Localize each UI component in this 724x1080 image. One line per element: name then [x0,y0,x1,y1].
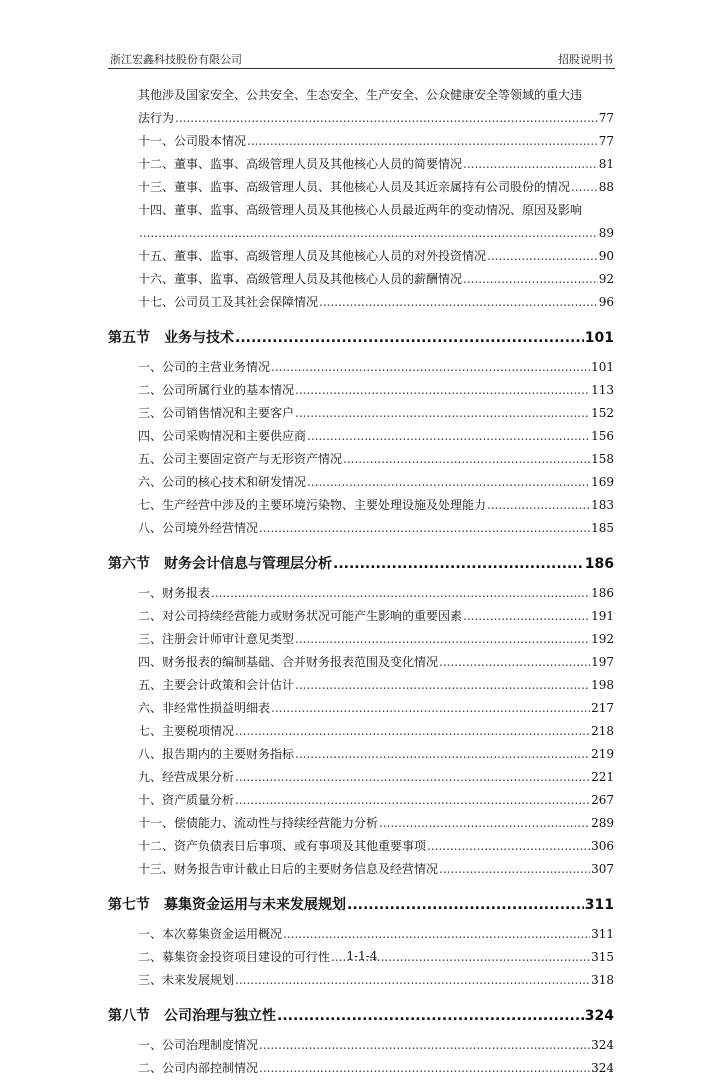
toc-entry[interactable] [108,425,614,448]
toc-entry[interactable] [108,720,614,743]
toc-entry-continued-line1 [108,84,614,107]
toc-page-number: 152 [591,406,614,420]
section-page-number: 101 [584,330,614,346]
toc-page-number: 185 [591,521,614,535]
dot-leader [347,893,584,917]
toc-entry[interactable] [108,1034,614,1057]
toc-entry-text: 二、公司内部控制情况 [138,1061,259,1075]
dot-leader [379,812,590,835]
dot-leader [295,379,590,402]
section-number: 第六节 [108,556,150,572]
section-title: 财务会计信息与管理层分析 [164,556,332,572]
toc-page-number: 81 [598,157,614,171]
toc-entry-text: 七、生产经营中涉及的主要环境污染物、主要处理设施及处理能力 [138,498,487,512]
toc-page-number: 192 [591,632,614,646]
table-of-contents [108,84,614,1080]
document-type: 招股说明书 [558,53,613,66]
toc-entry[interactable] [108,517,614,540]
toc-entry-continued[interactable] [108,107,614,130]
toc-entry-text: 十二、董事、监事、高级管理人员及其他核心人员的简要情况 [138,157,463,171]
toc-page-number: 158 [591,452,614,466]
dot-leader [439,651,590,674]
toc-entry-text: 十四、董事、监事、高级管理人员及其他核心人员最近两年的变动情况、原因及影响 [138,203,583,217]
toc-page-number: 90 [598,249,614,263]
toc-page-number: 221 [591,770,614,784]
toc-page-number: 198 [591,678,614,692]
toc-entry-text: 一、本次募集资金运用概况 [138,927,283,941]
toc-entry[interactable] [108,789,614,812]
toc-entry[interactable] [108,176,614,199]
toc-page-number: 169 [591,475,614,489]
dot-leader [283,923,590,946]
toc-entry[interactable] [108,766,614,789]
toc-entry-text: 三、未来发展规划 [138,973,235,987]
dot-leader [235,969,590,992]
toc-entry-wrapped[interactable] [108,222,614,245]
toc-section-heading[interactable] [108,552,614,576]
dot-leader [571,176,598,199]
toc-entry[interactable] [108,379,614,402]
dot-leader [427,835,590,858]
toc-page-number: 191 [591,609,614,623]
toc-entry[interactable] [108,582,614,605]
toc-page-number: 307 [591,862,614,876]
toc-entry-text: 三、注册会计师审计意见类型 [138,632,295,646]
toc-page-number: 77 [598,111,614,125]
dot-leader [235,789,590,812]
toc-page-number: 318 [591,973,614,987]
dot-leader [463,268,598,291]
toc-entry-text: 其他涉及国家安全、公共安全、生态安全、生产安全、公众健康安全等领域的重大违 [138,88,583,102]
toc-entry-text: 十、资产质量分析 [138,793,235,807]
toc-entry[interactable] [108,153,614,176]
toc-entry[interactable] [108,130,614,153]
toc-entry[interactable] [108,651,614,674]
dot-leader [139,222,598,245]
toc-entry-text: 一、财务报表 [138,586,211,600]
toc-page-number: 218 [591,724,614,738]
toc-entry-text: 十六、董事、监事、高级管理人员及其他核心人员的薪酬情况 [138,272,463,286]
toc-entry-text: 八、报告期内的主要财务指标 [138,747,295,761]
toc-entry-text: 法行为 [138,111,175,125]
dot-leader [235,720,590,743]
toc-page-number: 217 [591,701,614,715]
page-number-footer: 1-1-4 [346,949,378,963]
dot-leader [439,858,590,881]
toc-entry-text: 十一、公司股本情况 [138,134,247,148]
toc-entry-wrapped-line1 [108,199,614,222]
toc-entry-text: 三、公司销售情况和主要客户 [138,406,295,420]
toc-entry-text: 十三、财务报告审计截止日后的主要财务信息及经营情况 [138,862,439,876]
toc-entry-text: 九、经营成果分析 [138,770,235,784]
toc-entry[interactable] [108,743,614,766]
toc-entry-text: 十二、资产负债表日后事项、或有事项及其他重要事项 [138,839,427,853]
dot-leader [211,582,590,605]
section-number: 第五节 [108,330,150,346]
toc-entry-text: 一、公司治理制度情况 [138,1038,259,1052]
toc-entry-text: 七、主要税项情况 [138,724,235,738]
dot-leader [295,743,590,766]
dot-leader [235,326,584,350]
section-title: 业务与技术 [164,330,234,346]
header-divider [108,68,615,69]
toc-entry[interactable] [108,812,614,835]
toc-page-number: 89 [598,226,614,240]
toc-entry[interactable] [108,245,614,268]
toc-page-number: 324 [591,1038,614,1052]
toc-entry[interactable] [108,402,614,425]
toc-page-number: 113 [591,383,614,397]
toc-entry[interactable] [108,697,614,720]
toc-page-number: 315 [591,950,614,964]
toc-entry-text: 四、财务报表的编制基础、合并财务报表范围及变化情况 [138,655,439,669]
toc-entry[interactable] [108,858,614,881]
dot-leader [487,494,590,517]
toc-entry[interactable] [108,268,614,291]
toc-entry-text: 五、主要会计政策和会计估计 [138,678,295,692]
toc-page-number: 219 [591,747,614,761]
toc-page-number: 311 [591,927,614,941]
dot-leader [277,1004,584,1028]
dot-leader [307,471,590,494]
dot-leader [271,356,590,379]
dot-leader [295,628,590,651]
toc-entry-text: 六、公司的核心技术和研发情况 [138,475,307,489]
toc-page-number: 197 [591,655,614,669]
dot-leader [175,107,598,130]
toc-section-heading[interactable] [108,893,614,917]
dot-leader [307,425,590,448]
dot-leader [235,766,590,789]
toc-entry-text: 六、非经常性损益明细表 [138,701,271,715]
dot-leader [259,1057,590,1080]
section-number: 第七节 [108,897,150,913]
section-title: 公司治理与独立性 [164,1008,276,1024]
toc-entry-text: 一、公司的主营业务情况 [138,360,271,374]
toc-entry[interactable] [108,835,614,858]
toc-entry[interactable] [108,471,614,494]
toc-page-number: 186 [591,586,614,600]
toc-page-number: 96 [598,295,614,309]
toc-entry-text: 十一、偿债能力、流动性与持续经营能力分析 [138,816,379,830]
dot-leader [463,153,598,176]
section-title: 募集资金运用与未来发展规划 [164,897,346,913]
toc-page-number: 183 [591,498,614,512]
toc-page-number: 289 [591,816,614,830]
toc-entry[interactable] [108,628,614,651]
toc-entry-text: 二、对公司持续经营能力或财务状况可能产生影响的重要因素 [138,609,463,623]
toc-section-heading[interactable] [108,326,614,350]
dot-leader [463,605,590,628]
toc-section-heading[interactable] [108,1004,614,1028]
toc-entry[interactable] [108,605,614,628]
dot-leader [259,517,590,540]
toc-page-number: 306 [591,839,614,853]
toc-page-number: 88 [598,180,614,194]
toc-page-number: 101 [591,360,614,374]
dot-leader [247,130,598,153]
toc-entry-text: 二、公司所属行业的基本情况 [138,383,295,397]
toc-entry[interactable] [108,448,614,471]
toc-entry[interactable] [108,291,614,314]
toc-entry[interactable] [108,923,614,946]
dot-leader [319,291,598,314]
toc-page-number: 77 [598,134,614,148]
toc-page-number: 324 [591,1061,614,1075]
section-number: 第八节 [108,1008,150,1024]
toc-page-number: 156 [591,429,614,443]
dot-leader [487,245,598,268]
dot-leader [271,697,590,720]
section-page-number: 324 [584,1008,614,1024]
toc-entry-text: 十三、董事、监事、高级管理人员、其他核心人员及其近亲属持有公司股份的情况 [138,180,571,194]
toc-entry-text: 十七、公司员工及其社会保障情况 [138,295,319,309]
toc-entry-text: 十五、董事、监事、高级管理人员及其他核心人员的对外投资情况 [138,249,487,263]
toc-entry[interactable] [108,969,614,992]
company-name: 浙江宏鑫科技股份有限公司 [110,53,242,66]
dot-leader [259,1034,590,1057]
toc-page-number: 267 [591,793,614,807]
dot-leader [333,552,584,576]
dot-leader [295,674,590,697]
toc-entry[interactable] [108,356,614,379]
section-page-number: 311 [584,897,614,913]
toc-entry-text: 四、公司采购情况和主要供应商 [138,429,307,443]
page-header [110,51,613,67]
toc-page-number: 92 [598,272,614,286]
dot-leader [343,448,590,471]
toc-entry-text: 五、公司主要固定资产与无形资产情况 [138,452,343,466]
toc-entry[interactable] [108,494,614,517]
toc-entry-text: 八、公司境外经营情况 [138,521,259,535]
toc-entry-text: 二、募集资金投资项目建设的可行性 [138,950,331,964]
toc-entry[interactable] [108,674,614,697]
section-page-number: 186 [584,556,614,572]
dot-leader [295,402,590,425]
toc-entry[interactable] [108,1057,614,1080]
